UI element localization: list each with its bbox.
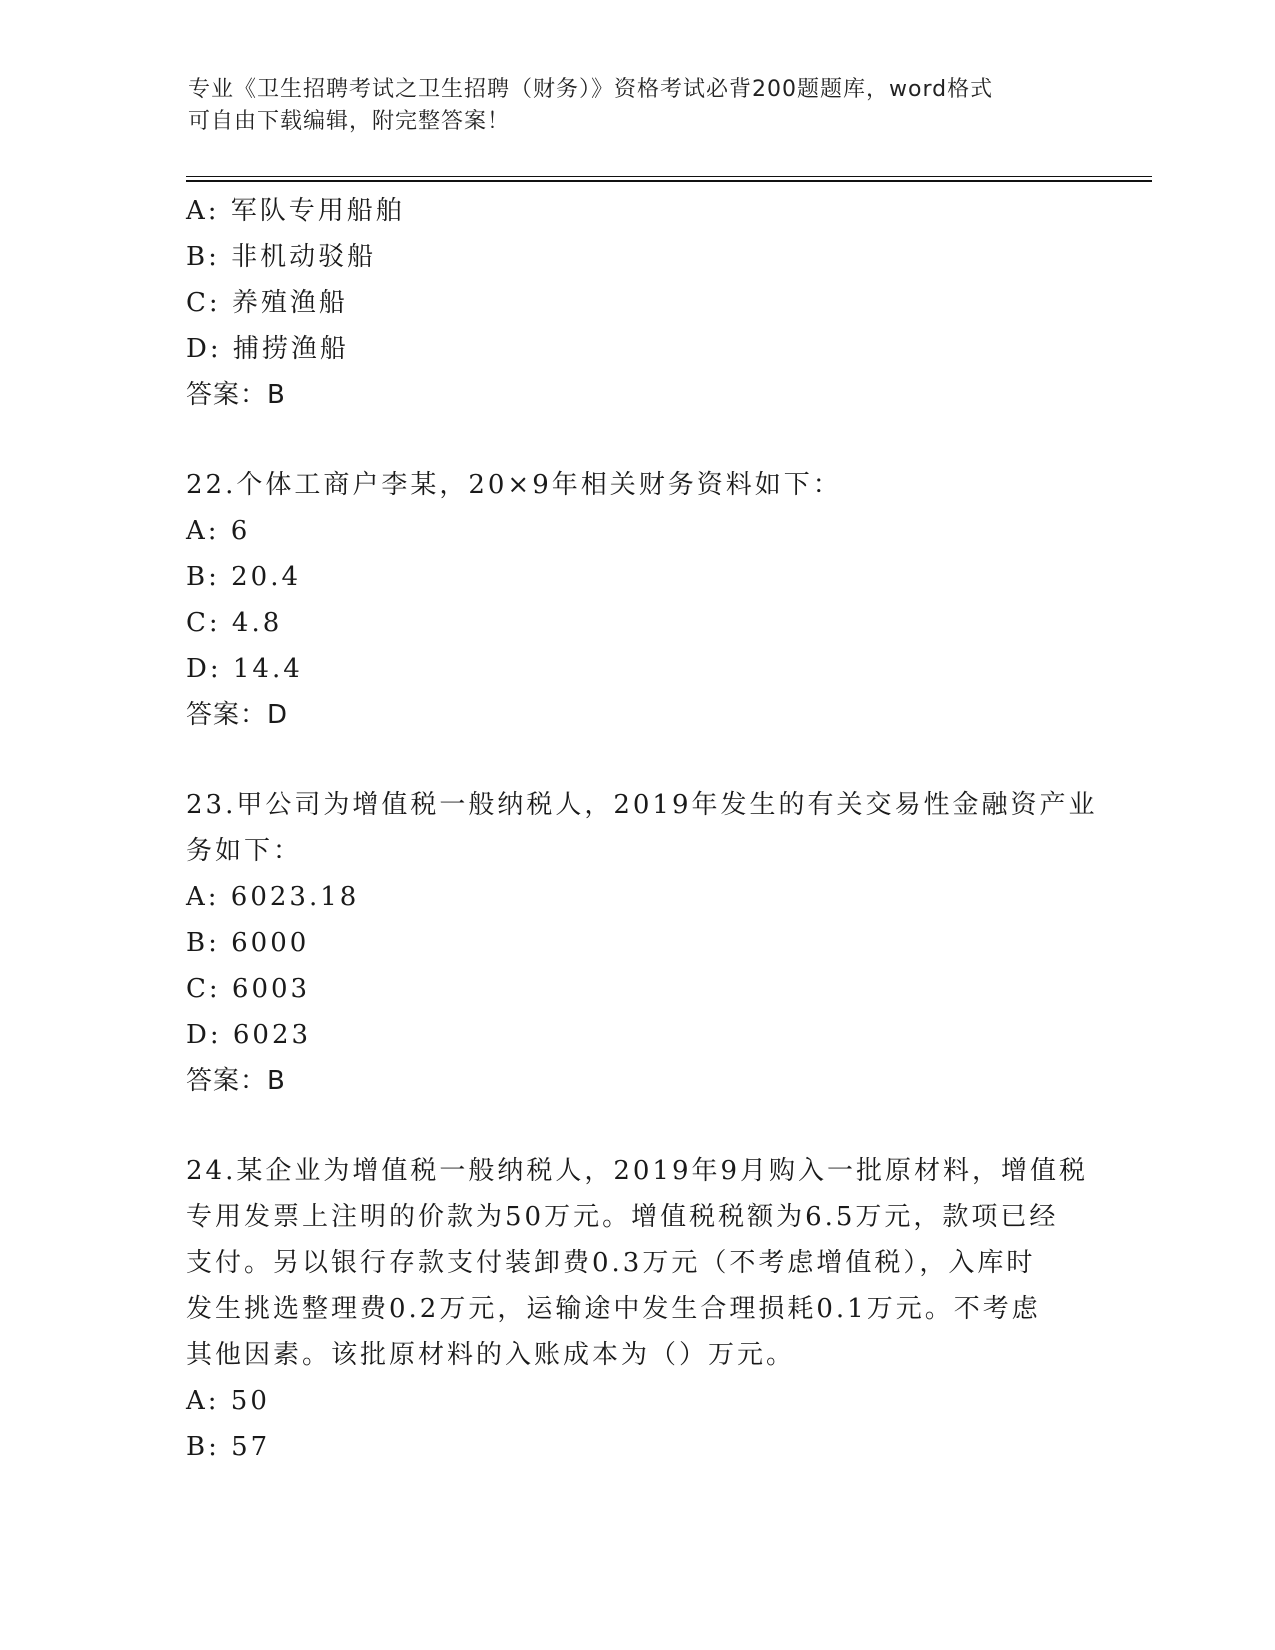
question-24: [186, 1148, 1089, 1470]
spacer: [186, 418, 1086, 462]
answer-label: 答案：D: [186, 700, 289, 730]
header-divider-thick: [186, 180, 1152, 182]
option-b: B: 非机动驳船: [186, 242, 377, 272]
option-d: D: 14.4: [186, 654, 303, 684]
option-d: D: 6023: [186, 1020, 312, 1050]
stem-line: 发生挑选整理费0.2万元，运输途中发生合理损耗0.1万元。不考虑: [186, 1294, 1041, 1324]
stem-line: 22.个体工商户李某，20×9年相关财务资料如下：: [186, 470, 842, 500]
stem-line: 其他因素。该批原材料的入账成本为（）万元。: [186, 1340, 796, 1370]
question-stem: [186, 462, 1086, 508]
option-a: A: 6023.18: [186, 882, 360, 912]
stem-line: 支付。另以银行存款支付装卸费0.3万元（不考虑增值税），入库时: [186, 1248, 1036, 1278]
stem-line: 专用发票上注明的价款为50万元。增值税税额为6.5万元，款项已经: [186, 1202, 1059, 1232]
option-a: A: 6: [186, 516, 251, 546]
option-c: C: 6003: [186, 974, 311, 1004]
option-c: C: 4.8: [186, 608, 283, 638]
option-b: B: 57: [186, 1432, 271, 1462]
answer-label: 答案：B: [186, 1066, 286, 1096]
question-stem: [186, 782, 1098, 874]
question-stem: [186, 1148, 1089, 1378]
stem-line: 务如下：: [186, 836, 303, 866]
answer-label: 答案：B: [186, 380, 286, 410]
stem-line: 24.某企业为增值税一般纳税人，2019年9月购入一批原材料，增值税: [186, 1156, 1089, 1186]
spacer: [186, 738, 1086, 782]
option-b: B: 20.4: [186, 562, 302, 592]
header-line-1: 专业《卫生招聘考试之卫生招聘（财务）》资格考试必背200题题库，word格式: [188, 77, 994, 102]
option-a: A: 50: [186, 1386, 270, 1416]
header-line-2: 可自由下载编辑，附完整答案！: [188, 109, 511, 134]
option-a: A: 军队专用船舶: [186, 196, 405, 226]
document-header: [188, 74, 1088, 138]
option-d: D: 捕捞渔船: [186, 334, 349, 364]
question-23: [186, 782, 1098, 1104]
question-22: [186, 462, 1086, 738]
stem-line: 23.甲公司为增值税一般纳税人，2019年发生的有关交易性金融资产业: [186, 790, 1098, 820]
option-b: B: 6000: [186, 928, 310, 958]
option-c: C: 养殖渔船: [186, 288, 348, 318]
question-21: [186, 188, 1086, 418]
question-list: [186, 188, 1098, 1470]
spacer: [186, 1104, 1086, 1148]
header-divider-thin: [186, 176, 1152, 177]
